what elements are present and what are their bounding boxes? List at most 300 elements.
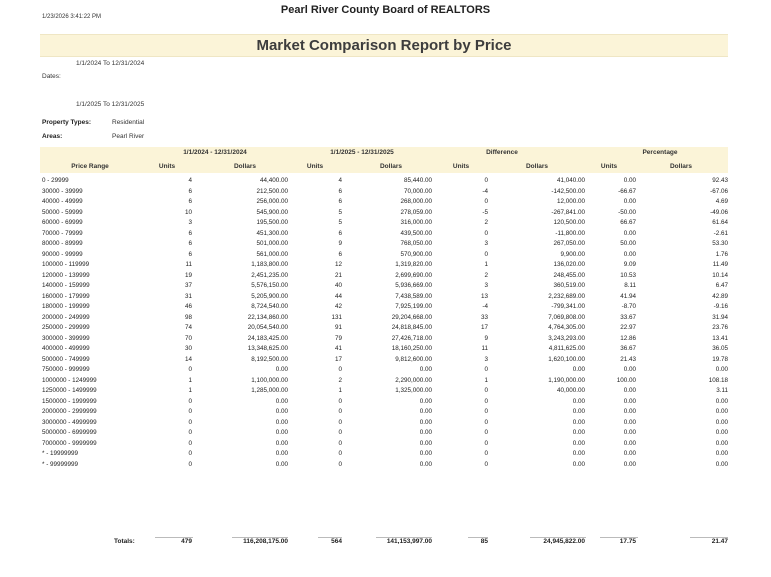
cell-units1: 0 bbox=[188, 408, 192, 415]
cell-dollars1: 0.00 bbox=[275, 450, 288, 457]
col-header-dollars2: Dollars bbox=[379, 163, 403, 170]
cell-dollars2: 0.00 bbox=[419, 450, 432, 457]
areas-label: Areas: bbox=[42, 133, 63, 140]
cell-dollars1: 0.00 bbox=[275, 408, 288, 415]
cell-units-diff: 13 bbox=[480, 292, 488, 300]
cell-dollars-diff: 0.00 bbox=[572, 429, 585, 436]
cell-dollars2: 2,290,000.00 bbox=[395, 376, 432, 384]
cell-dollars-diff: 120,500.00 bbox=[553, 219, 585, 226]
cell-dollars-diff: -142,500.00 bbox=[551, 187, 585, 195]
cell-units2: 2 bbox=[338, 376, 342, 384]
table-row bbox=[0, 417, 771, 428]
cell-units-diff: -4 bbox=[482, 303, 488, 310]
col-header-units-pct: Units bbox=[600, 163, 618, 170]
cell-dollars-diff: 40,000.00 bbox=[556, 387, 585, 394]
cell-dollars2: 9,812,600.00 bbox=[395, 355, 432, 363]
cell-units1: 0 bbox=[188, 450, 192, 457]
cell-units-pct: 36.67 bbox=[620, 345, 636, 352]
cell-dollars-diff: 0.00 bbox=[572, 450, 585, 457]
totals-units1: 479 bbox=[181, 538, 192, 545]
cell-dollars2: 29,204,668.00 bbox=[391, 313, 432, 321]
table-row bbox=[0, 207, 771, 218]
table-row bbox=[0, 280, 771, 291]
cell-dollars1: 0.00 bbox=[275, 397, 288, 405]
cell-dollars2: 570,900.00 bbox=[400, 250, 432, 258]
table-row bbox=[0, 291, 771, 302]
property-types-value: Residential bbox=[112, 119, 145, 126]
cell-units1: 31 bbox=[184, 292, 192, 300]
cell-dollars-pct: 19.78 bbox=[712, 355, 728, 363]
cell-dollars-diff: 12,000.00 bbox=[556, 198, 585, 205]
cell-units-pct: 0.00 bbox=[623, 418, 636, 426]
cell-dollars-diff: 0.00 bbox=[572, 460, 585, 468]
cell-dollars2: 2,699,690.00 bbox=[395, 271, 432, 279]
cell-dollars-pct: -9.16 bbox=[713, 303, 728, 310]
cell-price-range: 30000 - 39999 bbox=[42, 187, 83, 195]
cell-units-pct: 10.53 bbox=[620, 271, 636, 279]
table-row bbox=[0, 448, 771, 459]
property-types-label: Property Types: bbox=[42, 119, 92, 126]
cell-dollars-pct: 42.89 bbox=[712, 292, 728, 300]
cell-units-diff: 3 bbox=[484, 240, 488, 247]
cell-dollars-pct: 108.18 bbox=[708, 376, 728, 384]
cell-units2: 6 bbox=[338, 250, 342, 258]
cell-dollars-diff: 136,020.00 bbox=[553, 261, 585, 268]
cell-dollars1: 0.00 bbox=[275, 439, 288, 447]
cell-price-range: 80000 - 89999 bbox=[42, 240, 83, 247]
cell-units1: 0 bbox=[188, 366, 192, 373]
cell-dollars1: 0.00 bbox=[275, 366, 288, 373]
cell-dollars-pct: 3.11 bbox=[716, 387, 728, 394]
cell-units-pct: 0.00 bbox=[623, 366, 636, 373]
cell-units1: 1 bbox=[188, 376, 192, 384]
cell-dollars-diff: -267,841.00 bbox=[551, 208, 585, 216]
cell-units-diff: 0 bbox=[484, 250, 488, 258]
cell-units-pct: -8.70 bbox=[621, 303, 636, 310]
table-row bbox=[0, 238, 771, 249]
cell-units2: 0 bbox=[338, 366, 342, 373]
cell-units1: 74 bbox=[184, 324, 192, 331]
cell-units2: 21 bbox=[334, 271, 342, 279]
cell-dollars2: 268,000.00 bbox=[400, 198, 432, 205]
cell-dollars-diff: 0.00 bbox=[572, 418, 585, 426]
cell-dollars1: 8,192,500.00 bbox=[251, 355, 288, 363]
cell-dollars-pct: 0.00 bbox=[715, 408, 728, 415]
cell-units2: 17 bbox=[334, 355, 342, 363]
cell-units2: 0 bbox=[338, 397, 342, 405]
cell-units1: 0 bbox=[188, 418, 192, 426]
cell-units-diff: -4 bbox=[482, 187, 488, 195]
cell-units1: 37 bbox=[184, 282, 192, 289]
table-row bbox=[0, 196, 771, 207]
cell-units-diff: 33 bbox=[480, 313, 488, 321]
cell-units-diff: 1 bbox=[484, 261, 488, 268]
cell-units2: 5 bbox=[338, 208, 342, 216]
col-header-price-range: Price Range bbox=[71, 163, 109, 170]
cell-units-pct: 8.11 bbox=[624, 282, 636, 289]
cell-dollars1: 0.00 bbox=[275, 429, 288, 436]
col-header-units1: Units bbox=[158, 163, 176, 170]
cell-units-diff: 2 bbox=[484, 271, 488, 279]
cell-units1: 0 bbox=[188, 460, 192, 468]
cell-dollars-pct: -49.06 bbox=[710, 208, 728, 216]
cell-price-range: 500000 - 749999 bbox=[42, 355, 90, 363]
cell-units1: 6 bbox=[188, 229, 192, 237]
cell-dollars2: 70,000.00 bbox=[403, 187, 432, 195]
cell-dollars-pct: 31.94 bbox=[712, 313, 728, 321]
cell-price-range: 1000000 - 1249999 bbox=[42, 376, 97, 384]
cell-units-pct: 0.00 bbox=[623, 387, 636, 394]
cell-units2: 6 bbox=[338, 229, 342, 237]
cell-units-diff: 3 bbox=[484, 282, 488, 289]
totals-units-diff: 85 bbox=[480, 538, 488, 545]
cell-units1: 14 bbox=[184, 355, 192, 363]
cell-units-diff: 0 bbox=[484, 450, 488, 457]
cell-price-range: 70000 - 79999 bbox=[42, 229, 83, 237]
cell-units-diff: 0 bbox=[484, 439, 488, 447]
cell-units-pct: 66.67 bbox=[620, 219, 636, 226]
cell-units-pct: 0.00 bbox=[623, 450, 636, 457]
cell-dollars-diff: 9,900.00 bbox=[560, 250, 585, 258]
cell-units1: 0 bbox=[188, 397, 192, 405]
column-header-band bbox=[40, 159, 728, 173]
cell-units2: 12 bbox=[334, 261, 342, 268]
cell-units2: 5 bbox=[338, 219, 342, 226]
cell-dollars-diff: 41,040.00 bbox=[556, 177, 585, 184]
table-row bbox=[0, 438, 771, 449]
cell-price-range: * - 19999999 bbox=[42, 450, 79, 457]
cell-units-pct: 0.00 bbox=[623, 408, 636, 415]
table-row bbox=[0, 249, 771, 260]
cell-dollars-diff: 4,764,305.00 bbox=[548, 324, 585, 331]
cell-dollars-pct: 0.00 bbox=[715, 460, 728, 468]
cell-dollars-diff: 267,050.00 bbox=[553, 240, 585, 247]
cell-dollars-pct: 92.43 bbox=[712, 177, 728, 184]
cell-dollars-pct: 11.49 bbox=[712, 261, 728, 268]
group-header-period1: 1/1/2024 - 12/31/2024 bbox=[183, 149, 247, 156]
cell-dollars1: 501,000.00 bbox=[256, 240, 288, 247]
cell-units2: 1 bbox=[338, 387, 342, 394]
table-row bbox=[0, 427, 771, 438]
cell-dollars2: 278,059.00 bbox=[400, 208, 432, 216]
period2-range: 1/1/2025 To 12/31/2025 bbox=[76, 101, 145, 108]
cell-dollars-pct: 6.47 bbox=[715, 282, 728, 289]
cell-units-pct: 33.67 bbox=[620, 313, 636, 321]
cell-units2: 42 bbox=[334, 303, 342, 310]
areas-value: Pearl River bbox=[112, 133, 145, 140]
cell-units1: 0 bbox=[188, 429, 192, 436]
cell-price-range: 60000 - 69999 bbox=[42, 219, 83, 226]
totals-label: Totals: bbox=[114, 538, 135, 545]
cell-price-range: 7000000 - 9999999 bbox=[42, 439, 97, 447]
cell-dollars-pct: 61.64 bbox=[712, 219, 728, 226]
cell-dollars1: 545,900.00 bbox=[256, 208, 288, 216]
cell-price-range: 160000 - 179999 bbox=[42, 292, 90, 300]
cell-units1: 0 bbox=[188, 439, 192, 447]
cell-units2: 0 bbox=[338, 439, 342, 447]
cell-units2: 6 bbox=[338, 187, 342, 195]
cell-units-pct: 0.00 bbox=[623, 460, 636, 468]
cell-units-diff: 17 bbox=[480, 324, 488, 331]
cell-price-range: 90000 - 99999 bbox=[42, 250, 83, 258]
cell-dollars-pct: 0.00 bbox=[715, 429, 728, 436]
group-header-difference: Difference bbox=[486, 149, 518, 156]
totals-dollars-pct: 21.47 bbox=[711, 538, 728, 545]
table-row bbox=[0, 301, 771, 312]
cell-dollars1: 256,000.00 bbox=[256, 198, 288, 205]
cell-units1: 11 bbox=[185, 261, 192, 268]
cell-units1: 6 bbox=[188, 198, 192, 205]
totals-dollars2: 141,153,997.00 bbox=[386, 538, 432, 545]
cell-dollars-diff: 0.00 bbox=[572, 439, 585, 447]
cell-dollars1: 451,300.00 bbox=[256, 229, 288, 237]
cell-units2: 6 bbox=[338, 198, 342, 205]
cell-dollars1: 1,100,000.00 bbox=[251, 376, 288, 384]
cell-units-pct: 0.00 bbox=[623, 397, 636, 405]
cell-dollars-pct: 53.30 bbox=[712, 240, 728, 247]
table-row bbox=[0, 186, 771, 197]
cell-units2: 0 bbox=[338, 429, 342, 436]
cell-price-range: 5000000 - 6999999 bbox=[42, 429, 97, 436]
cell-dollars-diff: -11,800.00 bbox=[555, 229, 585, 237]
col-header-units-diff: Units bbox=[452, 163, 470, 170]
cell-dollars-pct: 0.00 bbox=[715, 418, 728, 426]
cell-dollars2: 18,160,250.00 bbox=[391, 345, 432, 352]
table-row bbox=[0, 175, 771, 186]
cell-units1: 10 bbox=[184, 208, 192, 216]
price-range-table-body bbox=[0, 175, 771, 469]
cell-dollars-diff: -799,341.00 bbox=[551, 303, 585, 310]
cell-dollars-pct: 36.05 bbox=[712, 345, 728, 352]
cell-price-range: 140000 - 159999 bbox=[42, 282, 90, 289]
cell-dollars1: 1,183,800.00 bbox=[251, 261, 288, 268]
cell-dollars-pct: 0.00 bbox=[715, 450, 728, 457]
cell-units2: 44 bbox=[334, 292, 342, 300]
cell-units2: 41 bbox=[334, 345, 342, 352]
cell-units-diff: -5 bbox=[482, 208, 488, 216]
cell-dollars1: 2,451,235.00 bbox=[251, 271, 288, 279]
cell-units-pct: 0.00 bbox=[623, 250, 636, 258]
col-header-dollars1: Dollars bbox=[233, 163, 257, 170]
cell-units2: 0 bbox=[338, 418, 342, 426]
cell-units-diff: 0 bbox=[484, 429, 488, 436]
cell-dollars1: 13,348,625.00 bbox=[247, 345, 288, 352]
cell-units-pct: 9.09 bbox=[623, 261, 636, 268]
cell-dollars-diff: 1,620,100.00 bbox=[548, 355, 585, 363]
cell-units2: 9 bbox=[338, 240, 342, 247]
cell-dollars-diff: 3,243,293.00 bbox=[548, 334, 585, 342]
cell-dollars2: 439,500.00 bbox=[400, 229, 432, 237]
cell-dollars-pct: 1.76 bbox=[715, 250, 728, 258]
cell-units-diff: 0 bbox=[484, 229, 488, 237]
cell-price-range: * - 99999999 bbox=[42, 460, 79, 468]
cell-dollars1: 561,000.00 bbox=[256, 250, 288, 258]
cell-units1: 3 bbox=[188, 219, 192, 226]
cell-dollars-diff: 2,232,689.00 bbox=[548, 292, 585, 300]
cell-units-pct: 0.00 bbox=[623, 429, 636, 436]
cell-price-range: 750000 - 999999 bbox=[42, 366, 90, 373]
cell-dollars1: 22,134,860.00 bbox=[247, 313, 288, 321]
cell-units-pct: 50.00 bbox=[620, 240, 636, 247]
cell-dollars-diff: 248,455.00 bbox=[553, 271, 585, 279]
cell-price-range: 50000 - 59999 bbox=[42, 208, 83, 216]
cell-units2: 40 bbox=[334, 282, 342, 289]
report-title: Market Comparison Report by Price bbox=[40, 34, 728, 57]
cell-units1: 6 bbox=[188, 240, 192, 247]
cell-price-range: 1500000 - 1999999 bbox=[42, 397, 97, 405]
report-timestamp: 1/23/2026 3:41:22 PM bbox=[42, 14, 102, 20]
cell-price-range: 300000 - 399999 bbox=[42, 334, 90, 342]
table-row bbox=[0, 333, 771, 344]
cell-units-pct: 21.43 bbox=[620, 355, 636, 363]
cell-dollars2: 0.00 bbox=[419, 460, 432, 468]
cell-units-pct: 0.00 bbox=[623, 439, 636, 447]
cell-dollars-diff: 0.00 bbox=[572, 366, 585, 373]
table-row bbox=[0, 343, 771, 354]
cell-dollars-pct: 13.41 bbox=[712, 334, 728, 342]
col-header-dollars-pct: Dollars bbox=[669, 163, 693, 170]
cell-dollars1: 20,054,540.00 bbox=[247, 324, 288, 331]
table-row bbox=[0, 406, 771, 417]
cell-units-pct: 0.00 bbox=[623, 177, 636, 184]
cell-price-range: 2000000 - 2999999 bbox=[42, 408, 97, 415]
cell-dollars-diff: 1,190,000.00 bbox=[548, 376, 585, 384]
table-row bbox=[0, 375, 771, 386]
cell-dollars1: 0.00 bbox=[275, 418, 288, 426]
cell-price-range: 40000 - 49999 bbox=[42, 198, 83, 205]
cell-units2: 79 bbox=[334, 334, 342, 342]
cell-dollars2: 1,319,820.00 bbox=[395, 261, 432, 268]
cell-price-range: 100000 - 119999 bbox=[42, 261, 90, 268]
cell-dollars2: 85,440.00 bbox=[403, 177, 432, 184]
cell-dollars1: 8,724,540.00 bbox=[251, 303, 288, 310]
cell-units-diff: 11 bbox=[481, 345, 488, 352]
cell-units-diff: 0 bbox=[484, 408, 488, 415]
cell-price-range: 180000 - 199999 bbox=[42, 303, 90, 310]
cell-units-diff: 0 bbox=[484, 460, 488, 468]
cell-units-pct: -50.00 bbox=[618, 208, 636, 216]
cell-price-range: 1250000 - 1499999 bbox=[42, 387, 97, 394]
organization-name: Pearl River County Board of REALTORS bbox=[280, 4, 491, 16]
cell-units-pct: 12.86 bbox=[620, 334, 636, 342]
cell-dollars2: 7,925,199.00 bbox=[395, 303, 432, 310]
table-row bbox=[0, 312, 771, 323]
table-row bbox=[0, 259, 771, 270]
cell-units1: 98 bbox=[184, 313, 192, 321]
cell-units2: 131 bbox=[331, 313, 342, 321]
cell-dollars2: 24,818,845.00 bbox=[391, 324, 432, 331]
cell-units-pct: 100.00 bbox=[616, 376, 636, 384]
cell-price-range: 400000 - 499999 bbox=[42, 345, 90, 352]
table-row bbox=[0, 385, 771, 396]
totals-units-pct: 17.75 bbox=[619, 538, 636, 545]
cell-dollars2: 0.00 bbox=[419, 429, 432, 436]
table-row bbox=[0, 459, 771, 470]
cell-dollars2: 316,000.00 bbox=[400, 219, 432, 226]
totals-dollars1: 116,208,175.00 bbox=[243, 538, 288, 545]
cell-dollars1: 5,205,900.00 bbox=[251, 292, 288, 300]
cell-price-range: 120000 - 139999 bbox=[42, 271, 90, 279]
cell-dollars2: 0.00 bbox=[419, 439, 432, 447]
cell-units1: 6 bbox=[188, 250, 192, 258]
cell-units1: 6 bbox=[188, 187, 192, 195]
cell-units-pct: 0.00 bbox=[623, 229, 636, 237]
cell-dollars-pct: 4.69 bbox=[715, 198, 728, 205]
group-header-percentage: Percentage bbox=[642, 149, 678, 156]
totals-row bbox=[0, 538, 771, 550]
col-header-units2: Units bbox=[306, 163, 324, 170]
cell-units-pct: -66.67 bbox=[618, 187, 636, 195]
cell-units1: 19 bbox=[184, 271, 192, 279]
cell-dollars-pct: 23.76 bbox=[712, 324, 728, 331]
cell-dollars-diff: 4,811,625.00 bbox=[548, 345, 585, 352]
cell-units-diff: 2 bbox=[484, 219, 488, 226]
table-row bbox=[0, 217, 771, 228]
cell-units-diff: 0 bbox=[484, 418, 488, 426]
cell-units-diff: 3 bbox=[484, 355, 488, 363]
cell-dollars2: 27,426,718.00 bbox=[391, 334, 432, 342]
group-header-period2: 1/1/2025 - 12/31/2025 bbox=[330, 149, 394, 156]
cell-units-pct: 0.00 bbox=[623, 198, 636, 205]
totals-units2: 564 bbox=[331, 538, 342, 545]
cell-dollars2: 0.00 bbox=[419, 418, 432, 426]
cell-dollars1: 44,400.00 bbox=[259, 177, 288, 184]
cell-units2: 4 bbox=[338, 177, 342, 184]
cell-units1: 30 bbox=[184, 345, 192, 352]
cell-dollars2: 0.00 bbox=[419, 366, 432, 373]
cell-units-diff: 0 bbox=[484, 397, 488, 405]
dates-label: Dates: bbox=[42, 73, 61, 80]
cell-dollars2: 0.00 bbox=[419, 397, 432, 405]
cell-dollars-pct: 0.00 bbox=[715, 439, 728, 447]
cell-dollars-diff: 360,519.00 bbox=[553, 282, 585, 289]
cell-units2: 0 bbox=[338, 460, 342, 468]
cell-dollars-pct: 0.00 bbox=[715, 397, 728, 405]
cell-dollars-pct: -67.06 bbox=[710, 187, 728, 195]
cell-units2: 91 bbox=[334, 324, 342, 331]
cell-dollars2: 768,050.00 bbox=[400, 240, 432, 247]
cell-dollars1: 195,500.00 bbox=[256, 219, 288, 226]
cell-dollars2: 7,438,589.00 bbox=[395, 292, 432, 300]
cell-dollars-pct: 0.00 bbox=[715, 366, 728, 373]
cell-units-diff: 1 bbox=[484, 376, 488, 384]
table-row bbox=[0, 354, 771, 365]
table-row bbox=[0, 322, 771, 333]
cell-dollars-diff: 0.00 bbox=[572, 408, 585, 415]
table-row bbox=[0, 228, 771, 239]
cell-price-range: 200000 - 249999 bbox=[42, 313, 90, 321]
group-header-band bbox=[40, 147, 728, 159]
cell-dollars2: 1,325,000.00 bbox=[395, 387, 432, 394]
totals-dollars-diff: 24,945,822.00 bbox=[543, 538, 585, 545]
table-row bbox=[0, 396, 771, 407]
cell-units-pct: 22.97 bbox=[620, 324, 636, 331]
cell-dollars1: 0.00 bbox=[275, 460, 288, 468]
cell-units-pct: 41.94 bbox=[620, 292, 636, 300]
cell-units-diff: 0 bbox=[484, 177, 488, 184]
cell-dollars1: 5,576,150.00 bbox=[251, 282, 288, 289]
cell-price-range: 3000000 - 4999999 bbox=[42, 418, 97, 426]
cell-dollars-diff: 0.00 bbox=[572, 397, 585, 405]
cell-units2: 0 bbox=[338, 408, 342, 415]
cell-dollars1: 212,500.00 bbox=[256, 187, 288, 195]
cell-dollars-diff: 7,069,808.00 bbox=[548, 313, 585, 321]
cell-units1: 70 bbox=[184, 334, 192, 342]
cell-units1: 1 bbox=[188, 387, 192, 394]
cell-units-diff: 0 bbox=[484, 198, 488, 205]
cell-units1: 4 bbox=[188, 177, 192, 184]
period1-range: 1/1/2024 To 12/31/2024 bbox=[76, 60, 145, 67]
